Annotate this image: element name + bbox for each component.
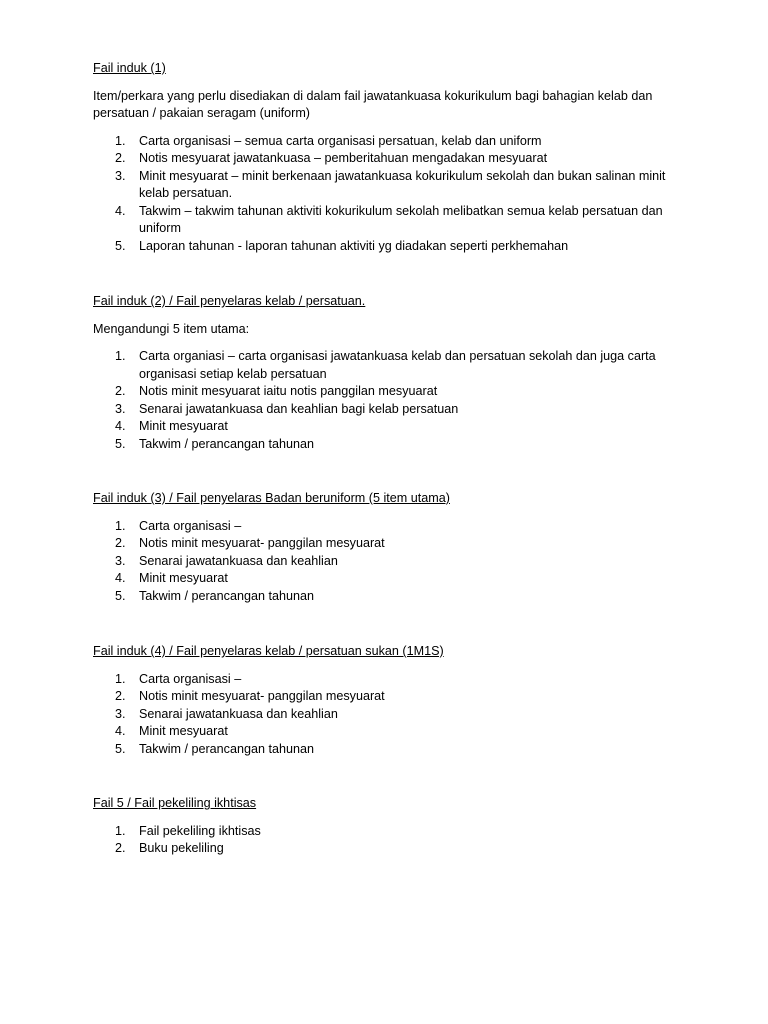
list-item: 2. Notis minit mesyuarat- panggilan mesyuarat bbox=[115, 689, 385, 703]
section-heading: Fail induk (2) / Fail penyelaras kelab / persatuan. bbox=[93, 294, 366, 308]
list-item: 4. Minit mesyuarat bbox=[115, 571, 228, 585]
item-list bbox=[93, 823, 683, 858]
list-item: 3. Minit mesyuarat – minit berkenaan jawatankuasa kokurikulum sekolah dan bukan salinan minit kelab persatuan. bbox=[115, 168, 666, 200]
section-fail-induk-1 bbox=[93, 60, 683, 255]
section-intro: Item/perkara yang perlu disediakan di dalam fail jawatankuasa kokurikulum bagi bahagian kelab dan persatuan / pakaian seragam (uniform) bbox=[93, 88, 653, 120]
list-item: 2. Notis minit mesyuarat- panggilan mesyuarat bbox=[115, 536, 385, 550]
section-fail-induk-4 bbox=[93, 643, 683, 758]
list-item: 1. Carta organiasi – carta organisasi jawatankuasa kelab dan persatuan sekolah dan juga carta organisasi setiap kelab persatuan bbox=[115, 349, 656, 381]
list-item: 1. Carta organisasi – semua carta organisasi persatuan, kelab dan uniform bbox=[115, 133, 542, 148]
list-item: 2. Notis minit mesyuarat iaitu notis panggilan mesyuarat bbox=[115, 384, 438, 398]
section-fail-5 bbox=[93, 795, 683, 858]
list-item: 5. Laporan tahunan - laporan tahunan aktiviti yg diadakan seperti perkhemahan bbox=[115, 238, 569, 253]
list-item: 1. Fail pekeliling ikhtisas bbox=[115, 823, 261, 838]
list-item: 4. Takwim – takwim tahunan aktiviti kokurikulum sekolah melibatkan semua kelab persatuan dan uniform bbox=[115, 203, 663, 235]
list-item: 3. Senarai jawatankuasa dan keahlian bagi kelab persatuan bbox=[115, 401, 459, 416]
item-list bbox=[93, 518, 683, 606]
list-item: 4. Minit mesyuarat bbox=[115, 419, 228, 433]
section-heading: Fail induk (1) bbox=[93, 61, 166, 75]
list-item: 3. Senarai jawatankuasa dan keahlian bbox=[115, 553, 338, 568]
item-list bbox=[93, 671, 683, 759]
list-item: 2. Notis mesyuarat jawatankuasa – pemberitahuan mengadakan mesyuarat bbox=[115, 151, 548, 165]
list-item: 5. Takwim / perancangan tahunan bbox=[115, 741, 315, 756]
item-list bbox=[93, 133, 683, 256]
list-item: 5. Takwim / perancangan tahunan bbox=[115, 436, 315, 451]
section-heading: Fail induk (4) / Fail penyelaras kelab / persatuan sukan (1M1S) bbox=[93, 644, 444, 658]
section-fail-induk-2 bbox=[93, 293, 683, 453]
section-fail-induk-3 bbox=[93, 490, 683, 605]
list-item: 1. Carta organisasi – bbox=[115, 518, 242, 533]
list-item: 3. Senarai jawatankuasa dan keahlian bbox=[115, 706, 338, 721]
list-item: 2. Buku pekeliling bbox=[115, 841, 224, 855]
list-item: 5. Takwim / perancangan tahunan bbox=[115, 588, 315, 603]
item-list bbox=[93, 348, 683, 453]
section-heading: Fail 5 / Fail pekeliling ikhtisas bbox=[93, 796, 257, 810]
list-item: 4. Minit mesyuarat bbox=[115, 724, 228, 738]
section-intro: Mengandungi 5 item utama: bbox=[93, 321, 250, 336]
list-item: 1. Carta organisasi – bbox=[115, 671, 242, 686]
section-heading: Fail induk (3) / Fail penyelaras Badan beruniform (5 item utama) bbox=[93, 491, 450, 505]
